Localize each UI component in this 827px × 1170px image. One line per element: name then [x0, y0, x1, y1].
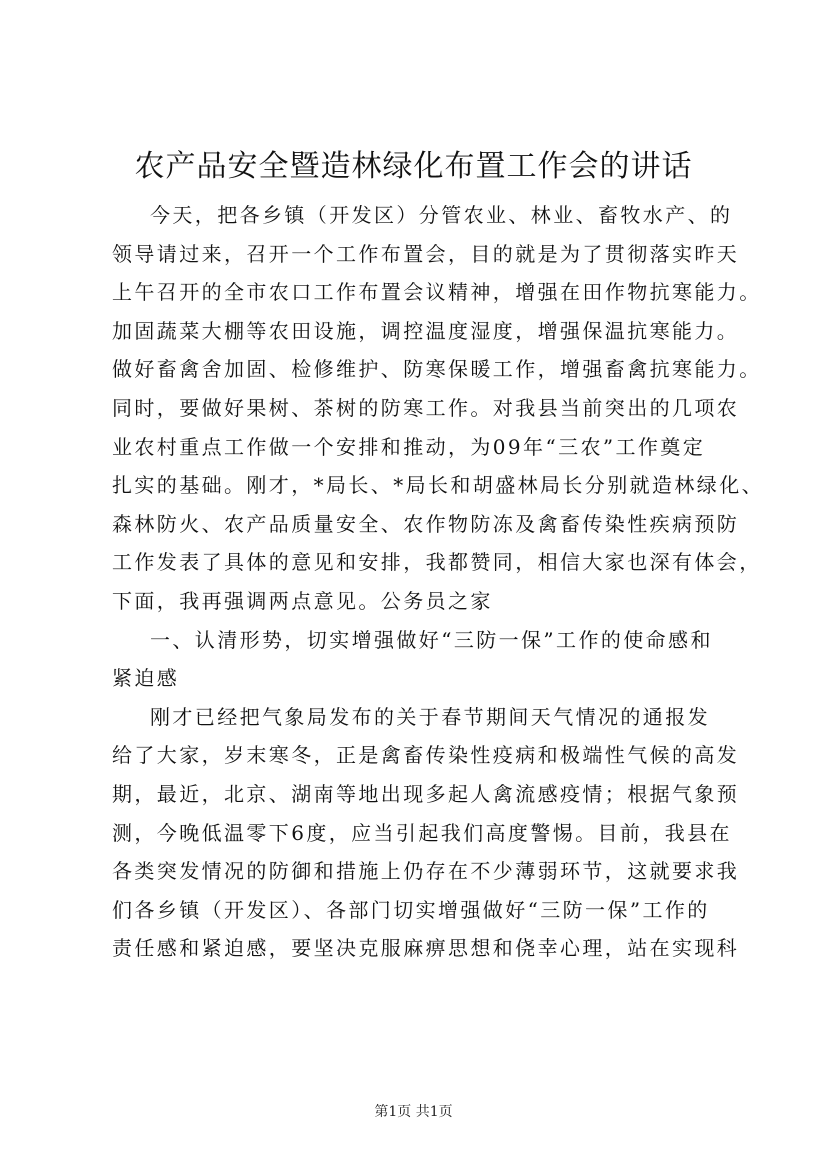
- body-line: 加固蔬菜大棚等农田设施，调控温度湿度，增强保温抗寒能力。: [112, 318, 740, 343]
- body-line: 紧迫感: [112, 666, 180, 691]
- body-line: 们各乡镇（开发区）、各部门切实增强做好“三防一保”工作的: [112, 897, 710, 922]
- body-line: 期，最近，北京、湖南等地出现多起人禽流感疫情；根据气象预: [112, 781, 740, 806]
- body-line: 给了大家，岁末寒冬，正是禽畜传染性疫病和极端性气候的高发: [112, 743, 740, 768]
- body-line: 业农村重点工作做一个安排和推动，为09年“三农”工作奠定: [112, 434, 706, 459]
- body-line: 测，今晚低温零下6度，应当引起我们高度警惕。目前，我县在: [112, 820, 732, 845]
- body-line: 一、认清形势，切实增强做好“三防一保”工作的使命感和: [150, 627, 713, 652]
- body-line: 做好畜禽舍加固、检修维护、防寒保暖工作，增强畜禽抗寒能力。: [112, 357, 762, 382]
- body-line: 森林防火、农产品质量安全、农作物防冻及禽畜传染性疾病预防: [112, 511, 740, 536]
- body-line: 扎实的基础。刚才，*局长、*局长和胡盛林局长分别就造林绿化、: [112, 473, 764, 498]
- body-line: 同时，要做好果树、茶树的防寒工作。对我县当前突出的几项农: [112, 395, 740, 420]
- document-body: [112, 196, 764, 968]
- body-line: 工作发表了具体的意见和安排，我都赞同，相信大家也深有体会，: [112, 550, 762, 575]
- body-line: 今天，把各乡镇（开发区）分管农业、林业、畜牧水产、的: [150, 203, 733, 227]
- body-line: 责任感和紧迫感，要坚决克服麻痹思想和侥幸心理，站在实现科: [112, 936, 740, 961]
- body-line: 刚才已经把气象局发布的关于春节期间天气情况的通报发: [150, 704, 710, 729]
- body-line: 领导请过来，召开一个工作布置会，目的就是为了贯彻落实昨天: [112, 241, 740, 266]
- page-footer: 第1页 共1页: [374, 1104, 453, 1120]
- body-line: 下面，我再强调两点意见。公务员之家: [112, 588, 493, 613]
- document-title: 农产品安全暨造林绿化布置工作会的讲话: [134, 149, 693, 184]
- body-line: 上午召开的全市农口工作布置会议精神，增强在田作物抗寒能力。: [112, 280, 762, 305]
- body-line: 各类突发情况的防御和措施上仍存在不少薄弱环节，这就要求我: [112, 859, 740, 884]
